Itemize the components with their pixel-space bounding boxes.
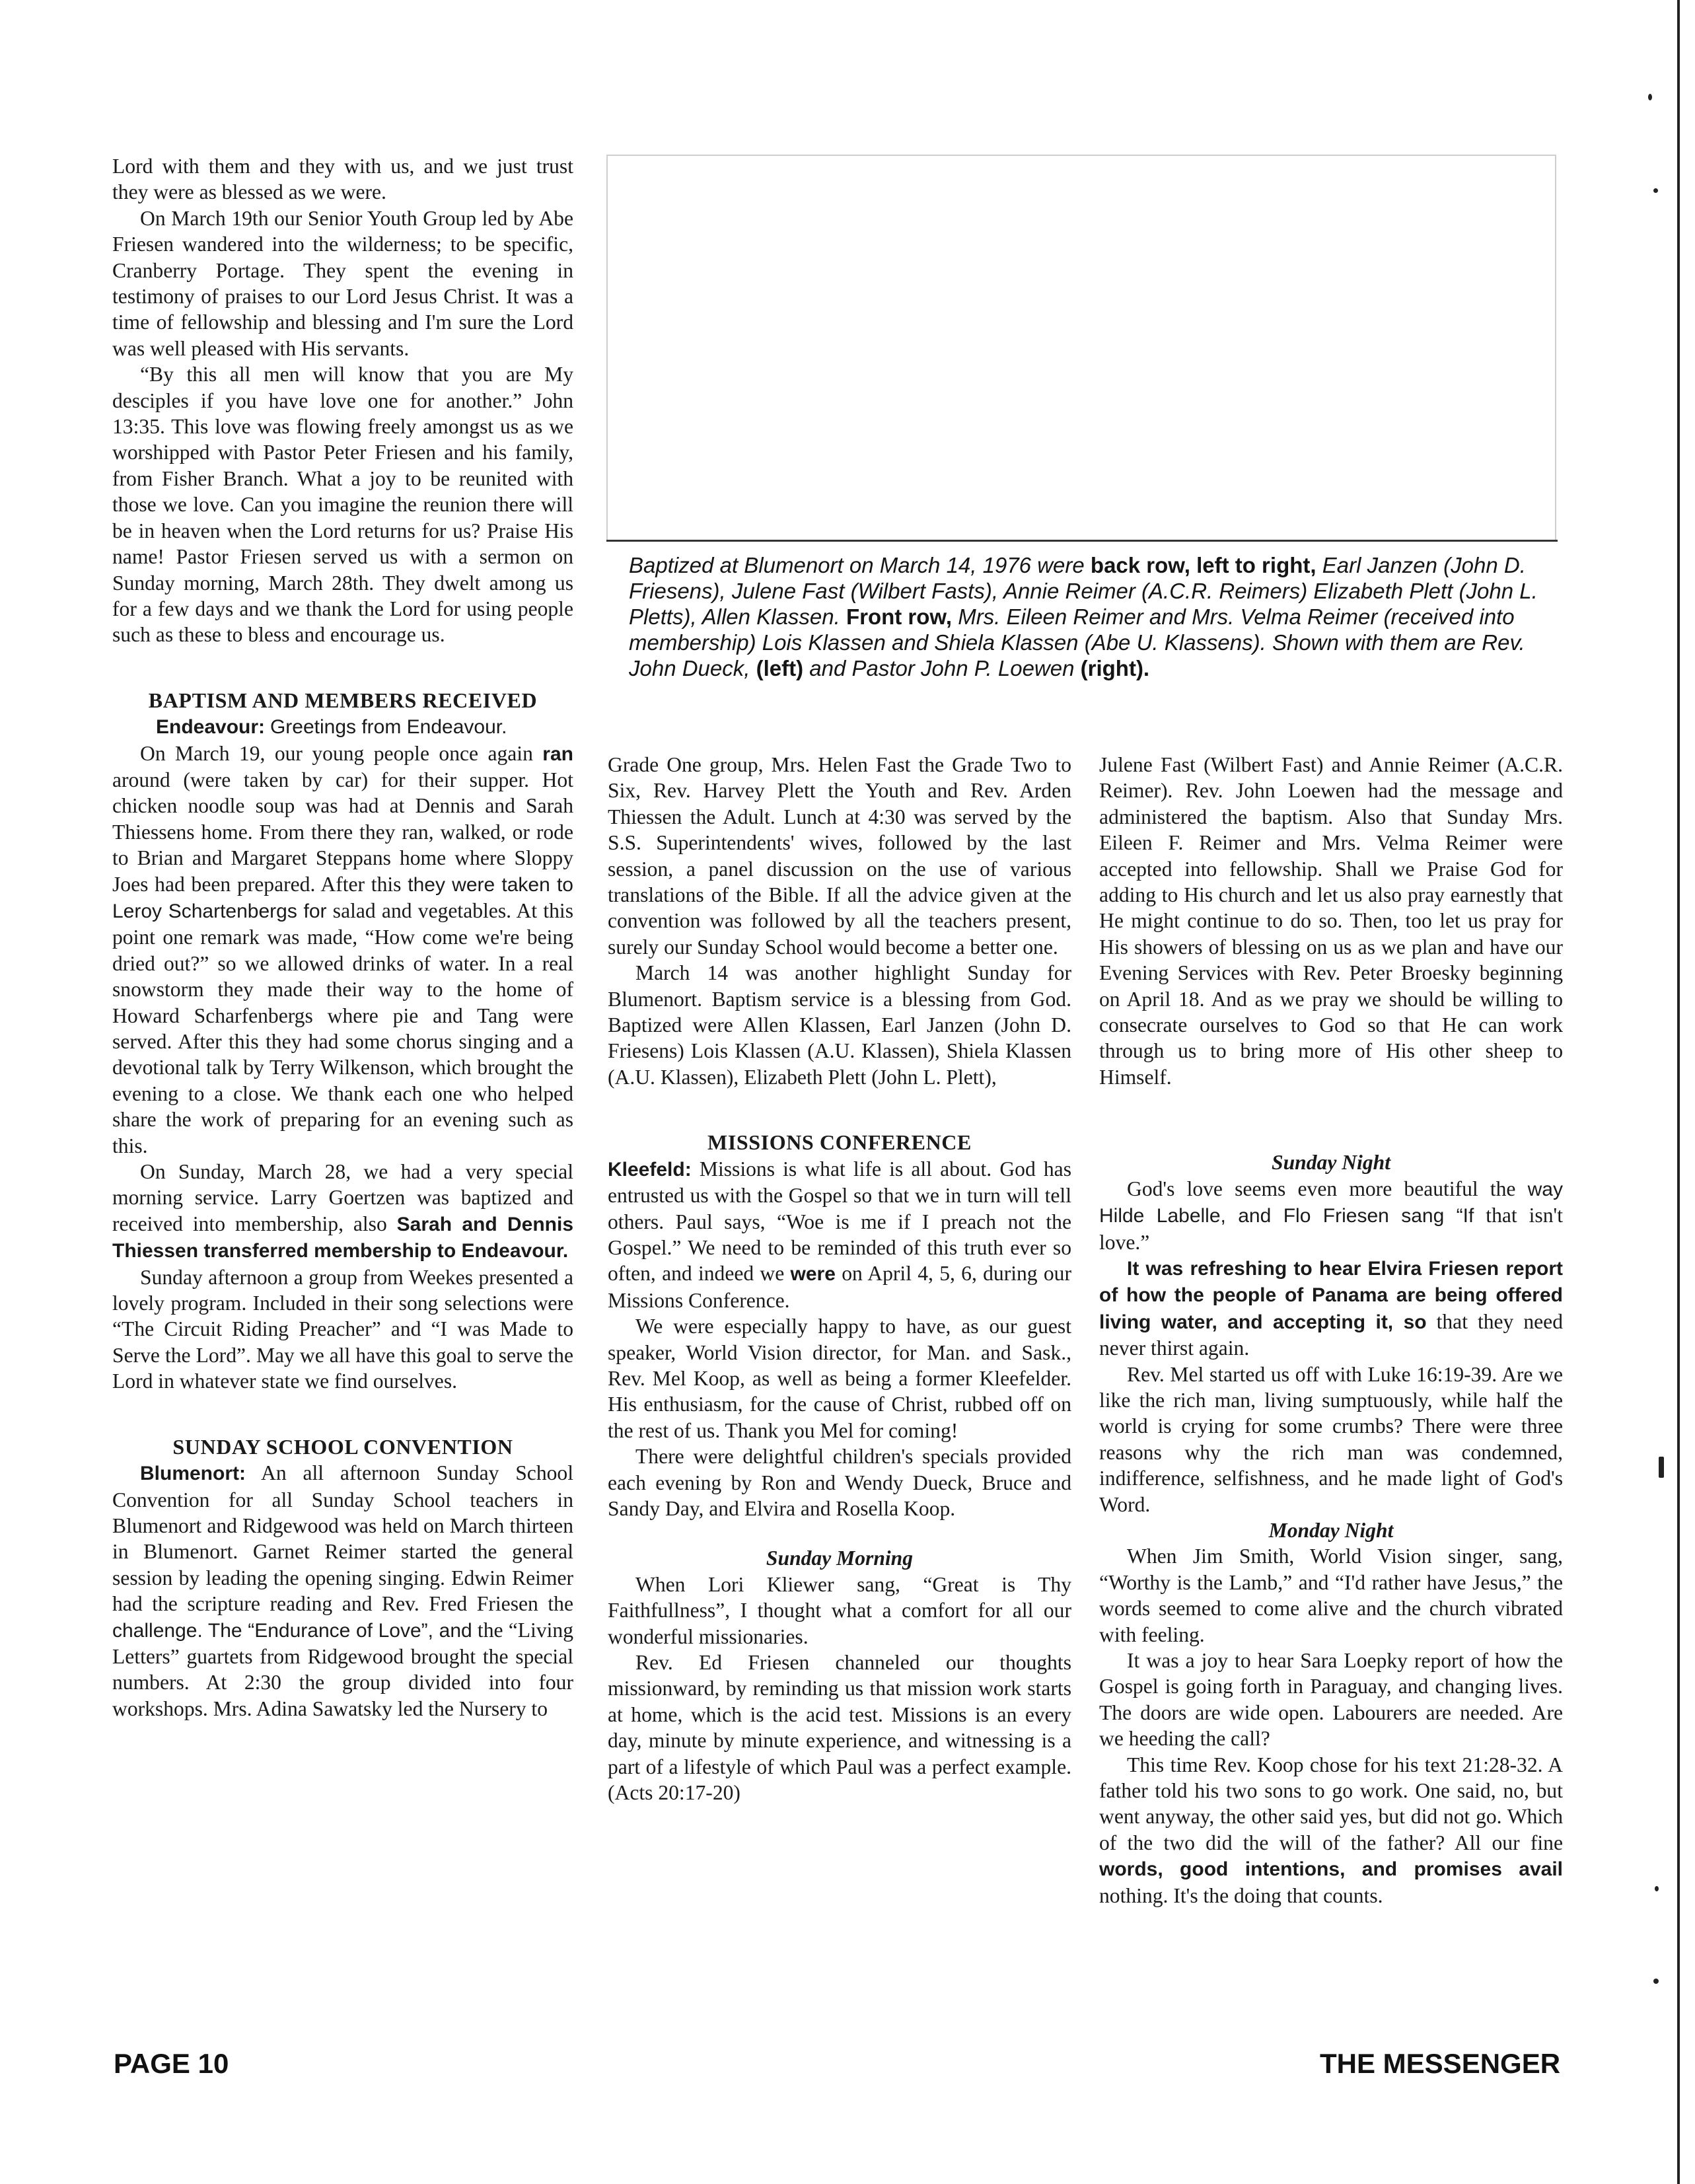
emphasis: ran [542,743,573,765]
paragraph: “By this all men will know that you are My desciples if you have love one for another.” John 13:35. This love was flowing freely amongst us as we worshipped with Pastor Peter Friesen and his family, from Fisher Branch. What a joy to be reunited with those we love. Can you imagine the reunion there will be in heaven when the Lord returns for us? Praise His name! Pastor Friesen served us with a sermon on Sunday morning, March 28th. They dwelt among us for a few days and we thank the Lord for using people such as these to bless and encourage us. [112,363,573,647]
paragraph: On March 19, our young people once again ran around (were taken by car) for their supper. Hot chicken noodle soup was had at Dennis and Sarah Thiessens home. From there they ran, walked, or rode to Brian and Margaret Steppans home where Sloppy Joes had been prepared. After this they were taken to Leroy Schartenbergs for salad and vegetables. At this point one remark was made, “How come we're being dried out?” so we allowed drinks of water. In a real snowstorm they made their way to the home of Howard Scharfenbergs where pie and Tang were served. After this they had some chorus singing and a devotional talk by Terry Wilkenson, which brought the evening to a close. We thank each one who helped share the work of preparing for an evening such as this. [112,741,574,1157]
paragraph: On March 19th our Senior Youth Group led by Abe Friesen wandered into the wilderness; to be specific, Cranberry Portage. They spent the evening in testimony of praises to our Lord Jesus Christ. It was a time of fellowship and blessing and I'm sure the Lord was well pleased with His servants. [112,206,573,360]
paragraph [112,713,573,740]
paragraph: On Sunday, March 28, we had a very special morning service. Larry Goertzen was baptized and received into membership, also Sarah and Dennis Thiessen transferred membership to Endeavour. [112,1160,574,1262]
greeting-text: Greetings from Endeavour. [270,716,507,739]
scan-speck [1653,1979,1659,1984]
paragraph: Rev. Ed Friesen channeled our thoughts missionward, by reminding us that mission work starts at home, which is the acid test. Missions is an every day, minute by minute experience, and witnessing is a part of a lifestyle of which Paul was a perfect example. (Acts 20:17-20) [608,1651,1071,1805]
column-1 [112,153,573,1722]
section-heading-sunday-school: SUNDAY SCHOOL CONVENTION [172,1434,513,1459]
subheading-sunday-night: Sunday Night [1272,1151,1390,1175]
paragraph: Rev. Mel started us off with Luke 16:19-39. Are we like the rich man, living sumptuously, while half the world is crying for some crumbs? There were three reasons why the rich man was condemned, indifference, selfishness, and he made light of God's Word. [1099,1362,1563,1516]
subheading-monday-night: Monday Night [1268,1518,1394,1542]
photo-caption: Baptized at Blumenort on March 14, 1976 were back row, left to right, Earl Janzen (John D. Friesens), Julene Fast (Wilbert Fasts), Annie Reimer (A.C.R. Reimers) Elizabeth Plett (John L. Pletts), Allen Klassen. Front row, Mrs. Eileen Reimer and Mrs. Velma Reimer (received into membership) Lois Klassen and Shiela Klassen (Abe U. Klassens). Shown with them are Rev. John Dueck, (left) and Pastor John P. Loewen (right). [629,553,1538,680]
column-2 [608,752,1071,1805]
paragraph: It was refreshing to hear Elvira Friesen report of how the people of Panama are being offered living water, and accepting it, so that they need never thirst again. [1099,1257,1563,1360]
page-number: PAGE 10 [114,2048,229,2079]
section-heading-missions: MISSIONS CONFERENCE [707,1130,972,1155]
paragraph: God's love seems even more beautiful the way Hilde Labelle, and Flo Friesen sang “If that isn't love.” [1099,1177,1563,1254]
paragraph: This time Rev. Koop chose for his text 21:28-32. A father told his two sons to go work. One said, no, but went anyway, the other said yes, but did not go. Which of the two did the will of the father? All our fine words, good intentions, and promises avail nothing. It's the doing that counts. [1099,1753,1563,1907]
location-label: Endeavour: [156,716,266,739]
subheading-sunday-morning: Sunday Morning [766,1547,914,1570]
paragraph: Sunday afternoon a group from Weekes presented a lovely program. Included in their song selections were “The Circuit Riding Preacher” and “I was Made to Serve the Lord”. May we all have this goal to serve the Lord in whatever state we find ourselves. [112,1265,573,1393]
location-label: Kleefeld: [608,1158,692,1181]
paragraph: Grade One group, Mrs. Helen Fast the Grade Two to Six, Rev. Harvey Plett the Youth and Rev. Arden Thiessen the Adult. Lunch at 4:30 was served by the S.S. Superintendents' wives, followed by the last session, a panel discussion on the use of various translations of the Bible. If all the advice given at the convention was followed by all the teachers present, surely our Sunday School would become a better one. [608,753,1071,959]
scan-speck [1653,188,1658,193]
paragraph: It was a joy to hear Sara Loepky report of how the Gospel is going forth in Paraguay, and changing lives. The doors are wide open. Labourers are needed. Are we heeding the call? [1099,1649,1563,1751]
paragraph: March 14 was another highlight Sunday for Blumenort. Baptism service is a blessing from God. Baptized were Allen Klassen, Earl Janzen (John D. Friesens) Lois Klassen (A.U. Klassen), Shiela Klassen (A.U. Klassen), Elizabeth Plett (John L. Plett), [608,961,1071,1089]
scan-speck [1648,94,1652,100]
emphasis: words, good intentions, and promises avail [1099,1858,1563,1881]
scan-speck [1659,1457,1664,1478]
location-label: Blumenort: [140,1463,246,1485]
paragraph: We were especially happy to have, as our guest speaker, World Vision director, for Man. and Sask., Rev. Mel Koop, as well as being a former Kleefelder. His enthusiasm, for the cause of Christ, rubbed off on the rest of us. Thank you Mel for coming! [608,1315,1071,1442]
emphasis: they were taken to Leroy Schartenbergs for [112,873,573,922]
emphasis: Sarah and Dennis Thiessen transferred membership to Endeavour. [112,1213,574,1262]
section-heading-baptism: BAPTISM AND MEMBERS RECEIVED [148,688,538,712]
emphasis: way Hilde Labelle, and Flo Friesen sang “If [1099,1178,1563,1227]
scan-speck [1655,1886,1659,1891]
column-3 [1099,752,1563,1909]
emphasis: It was refreshing to hear Elvira Friesen report of how the people of Panama are being offered living water, and accepting it, so [1099,1257,1563,1333]
emphasis: challenge. The “Endurance of Love”, and [112,1619,472,1642]
paragraph: When Jim Smith, World Vision singer, sang, “Worthy is the Lamb,” and “I'd rather have Jesus,” the words seemed to come alive and the church vibrated with feeling. [1099,1545,1563,1646]
paragraph: Lord with them and they with us, and we just trust they were as blessed as we were. [112,155,573,204]
photo-frame [606,155,1556,540]
emphasis: were [790,1263,836,1286]
paragraph: When Lori Kliewer sang, “Great is Thy Faithfullness”, I thought what a comfort for all our wonderful missionaries. [608,1572,1071,1648]
paragraph: Julene Fast (Wilbert Fast) and Annie Reimer (A.C.R. Reimer). Rev. John Loewen had the message and administered the baptism. Also that Sunday Mrs. Eileen F. Reimer and Mrs. Velma Reimer were accepted into fellowship. Shall we Praise God for adding to His church and let us also pray earnestly that He might continue to do so. Then, too let us pray for His showers of blessing on us as we plan and have our Evening Services with Rev. Peter Broesky beginning on April 18. And as we pray we should be willing to consecrate ourselves to God so that He can work through us to bring more of His other sheep to Himself. [1099,753,1563,1089]
photo-rule [606,540,1558,542]
paragraph: There were delightful children's specials provided each evening by Ron and Wendy Dueck, Bruce and Sandy Day, and Elvira and Rosella Koop. [608,1445,1071,1520]
paragraph: Kleefeld: Missions is what life is all about. God has entrusted us with the Gospel so that we in turn will tell others. Paul says, “Woe is me if I preach not the Gospel.” We need to be reminded of this truth ever so often, and indeed we were on April 4, 5, 6, during our Missions Conference. [608,1157,1071,1312]
paragraph: Blumenort: An all afternoon Sunday School Convention for all Sunday School teachers in Blumenort and Ridgewood was held on March thirteen in Blumenort. Garnet Reimer started the general session by leading the opening singing. Edwin Reimer had the scripture reading and Rev. Fred Friesen the challenge. The “Endurance of Love”, and the “Living Letters” guartets from Ridgewood brought the special numbers. At 2:30 the group divided into four workshops. Mrs. Adina Sawatsky led the Nursery to [112,1461,573,1720]
publication-name: THE MESSENGER [1320,2048,1561,2079]
